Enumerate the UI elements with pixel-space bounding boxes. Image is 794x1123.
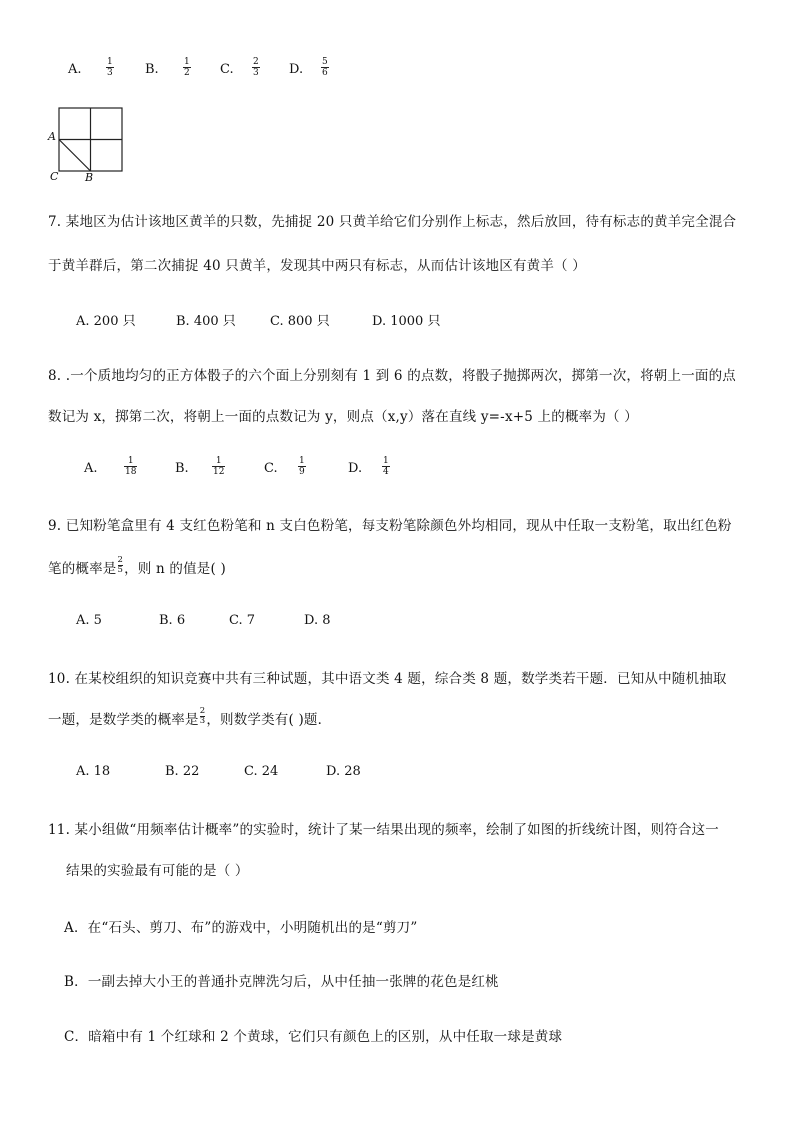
q10-option-c: C. 24 <box>244 764 279 779</box>
q10-text-line2: 一题，是数学类的概率是 $\frac{2}{3}$ ，则数学类有( )题． <box>48 706 332 728</box>
q11-option-b: B．一副去掉大小王的普通扑克牌洗匀后，从中任抽一张牌的花色是红桃 <box>64 974 499 990</box>
point-label-a: A <box>48 130 56 143</box>
q8-text-line2: 数记为 x，掷第二次，将朝上一面的点数记为 y，则点（x,y）落在直线 y=-x+5 上的概率为（ ） <box>48 409 638 425</box>
q9-option-c: C. 7 <box>229 613 256 628</box>
q8-text-line1: 8. .一个质地均匀的正方体骰子的六个面上分别刻有 1 到 6 的点数，将骰子抛掷两次，掷第一次，将朝上一面的点 <box>48 368 737 384</box>
q9-option-d: D. 8 <box>304 613 331 628</box>
q6-option-c-letter: C. <box>220 62 234 77</box>
q8-option-c-letter: C. <box>264 461 278 476</box>
q6-option-c-fraction: $\frac{2}{3}$ <box>253 57 259 78</box>
q6-option-d-letter: D. <box>289 62 304 77</box>
q10-option-a: A. 18 <box>76 764 111 779</box>
point-label-c: C <box>50 170 59 183</box>
q8-option-a-letter: A. <box>84 461 98 476</box>
q6-option-a-fraction: $\frac{1}{3}$ <box>107 57 113 78</box>
q7-option-c: C. 800 只 <box>270 314 330 329</box>
q8-option-b-fraction: $\frac{1}{12}$ <box>213 456 225 477</box>
q7-text-line2: 于黄羊群后，第二次捕捉 40 只黄羊，发现其中两只有标志，从而估计该地区有黄羊（ ） <box>48 258 586 274</box>
q8-option-c-fraction: $\frac{1}{9}$ <box>299 456 305 477</box>
q11-option-c: C．暗箱中有 1 个红球和 2 个黄球，它们只有颜色上的区别，从中任取一球是黄球 <box>64 1029 563 1045</box>
q10-option-b: B. 22 <box>165 764 200 779</box>
q6-option-d-fraction: $\frac{5}{6}$ <box>322 57 328 78</box>
q11-text-line2: 结果的实验最有可能的是（ ） <box>66 863 249 879</box>
q11-option-a: A．在“石头、剪刀、布”的游戏中，小明随机出的是“剪刀” <box>64 920 418 936</box>
q7-option-b: B. 400 只 <box>176 314 236 329</box>
q7-text-line1: 7. 某地区为估计该地区黄羊的只数，先捕捉 20 只黄羊给它们分别作上标志，然后放回，待有标志的黄羊完全混合 <box>48 214 737 230</box>
q11-text-line1: 11. 某小组做“用频率估计概率”的实验时，统计了某一结果出现的频率，绘制了如图的折线统计图，则符合这一 <box>48 822 719 838</box>
q6-option-b-fraction: $\frac{1}{2}$ <box>184 57 190 78</box>
q9-inline-fraction: $\frac{2}{5}$ <box>117 555 124 575</box>
q6-option-a-letter: A. <box>68 62 82 77</box>
q9-text-line2: 笔的概率是 $\frac{2}{5}$ ，则 n 的值是( ) <box>48 555 226 577</box>
q9-text-line1: 9. 已知粉笔盒里有 4 支红色粉笔和 n 支白色粉笔，每支粉笔除颜色外均相同，现从中任取一支粉笔，取出红色粉 <box>48 518 732 534</box>
q6-option-b-letter: B. <box>145 62 159 77</box>
q10-text-line1: 10. 在某校组织的知识竞赛中共有三种试题，其中语文类 4 题，综合类 8 题，数学类若干题．已知从中随机抽取 <box>48 671 727 687</box>
q8-option-a-fraction: $\frac{1}{18}$ <box>125 456 137 477</box>
q9-option-a: A. 5 <box>76 613 102 628</box>
q7-option-d: D. 1000 只 <box>372 314 441 329</box>
q10-option-d: D. 28 <box>326 764 361 779</box>
q9-option-b: B. 6 <box>159 613 186 628</box>
q10-inline-fraction: $\frac{2}{3}$ <box>199 706 206 726</box>
point-label-b: B <box>85 171 94 184</box>
q8-option-d-fraction: $\frac{1}{4}$ <box>383 456 389 477</box>
q8-option-b-letter: B. <box>175 461 189 476</box>
grid-diagonal-ab <box>59 140 91 172</box>
q8-option-d-letter: D. <box>348 461 363 476</box>
q7-option-a: A. 200 只 <box>76 314 136 329</box>
